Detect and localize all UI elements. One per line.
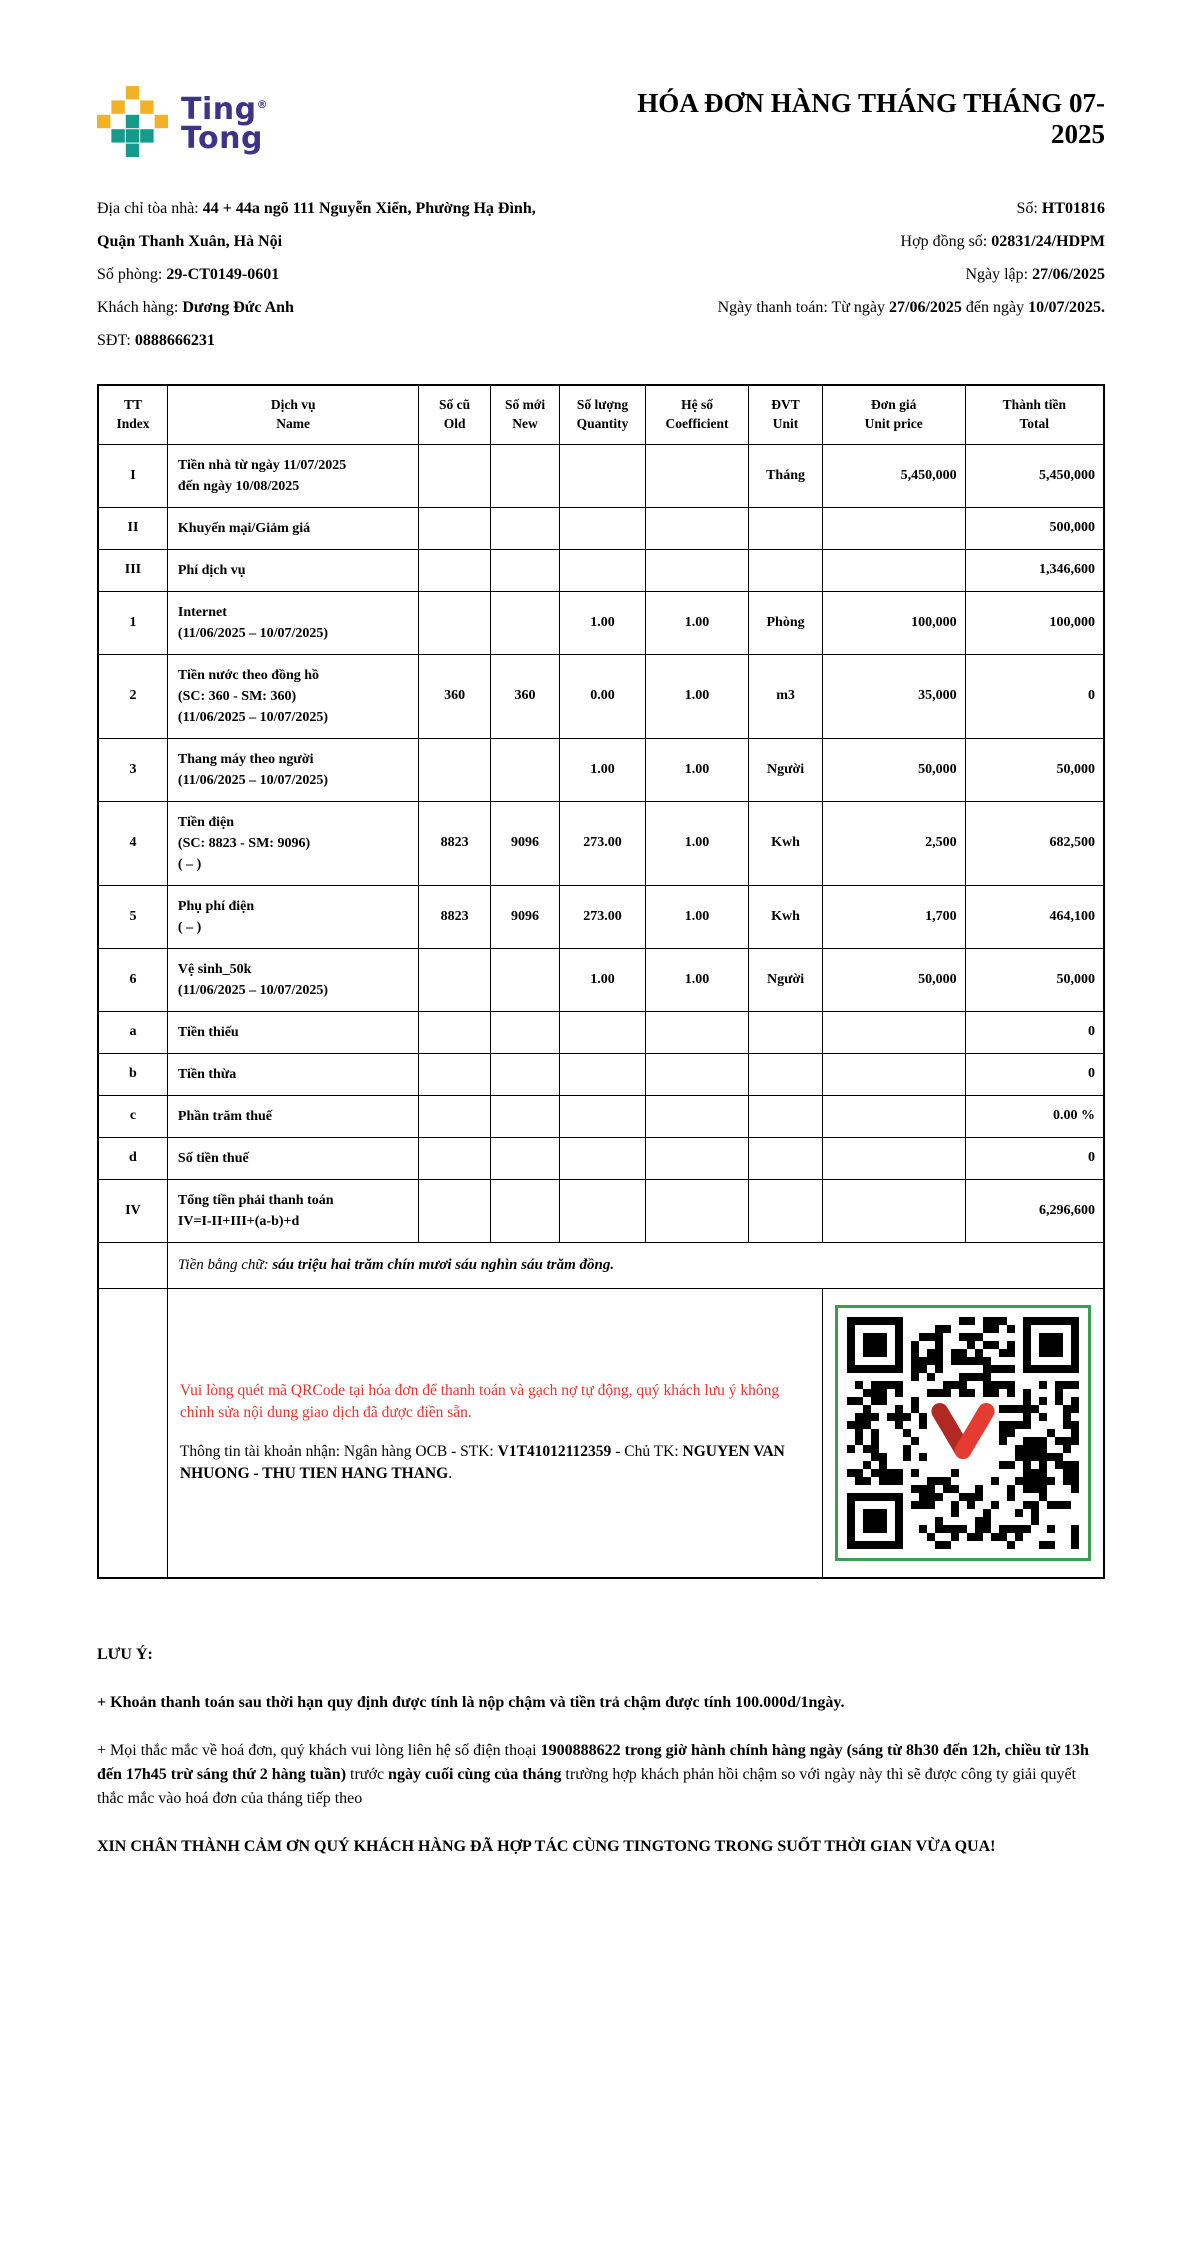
tingtong-logo (97, 86, 268, 163)
cell-old (419, 591, 490, 654)
column-header-unit-price: Đơn giá Unit price (822, 385, 965, 444)
table-row (98, 801, 1104, 885)
table-header-row (98, 385, 1104, 444)
footer-notes (97, 1643, 1105, 1859)
cell-old (419, 1179, 490, 1242)
cell-coef (645, 549, 749, 591)
cell-old (419, 1095, 490, 1137)
notes-heading: LƯU Ý: (97, 1645, 153, 1663)
cell-coef (645, 1011, 749, 1053)
empty-cell (98, 1288, 167, 1578)
cell-index: 2 (98, 654, 167, 738)
qr-warning-text: Vui lòng quét mã QRCode tại hóa đơn để thanh toán và gạch nợ tự động, quý khách lưu ý không chỉnh sửa nội dung giao dịch đã được điền sẵn. (179, 1381, 780, 1422)
table-row (98, 444, 1104, 507)
cell-name: Tiền thừa (167, 1053, 419, 1095)
cell-index: II (98, 507, 167, 549)
cell-index: a (98, 1011, 167, 1053)
cell-unit (749, 507, 822, 549)
cell-old (419, 1011, 490, 1053)
cell-qty (560, 1011, 646, 1053)
cell-name: Tiền nhà từ ngày 11/07/2025 đến ngày 10/08/2025 (167, 444, 419, 507)
cell-unit: Phòng (749, 591, 822, 654)
cell-index: 4 (98, 801, 167, 885)
cell-coef (645, 444, 749, 507)
cell-unit (749, 1011, 822, 1053)
cell-qty: 1.00 (560, 738, 646, 801)
cell-name: Phần trăm thuế (167, 1095, 419, 1137)
cell-unit (749, 1053, 822, 1095)
tingtong-logo-icon (97, 86, 169, 163)
cell-unit: Kwh (749, 801, 822, 885)
invoice-title: HÓA ĐƠN HÀNG THÁNG THÁNG 07- 2025 (637, 88, 1105, 150)
cell-total: 464,100 (965, 885, 1104, 948)
cell-total: 5,450,000 (965, 444, 1104, 507)
table-row (98, 507, 1104, 549)
cell-qty (560, 1095, 646, 1137)
cell-total: 50,000 (965, 738, 1104, 801)
cell-price: 1,700 (822, 885, 965, 948)
cell-total: 0 (965, 1011, 1104, 1053)
cell-unit: Người (749, 948, 822, 1011)
cell-new (490, 1011, 559, 1053)
issue-date: Ngày lập: 27/06/2025 (965, 266, 1105, 283)
cell-name: Phí dịch vụ (167, 549, 419, 591)
cell-index: b (98, 1053, 167, 1095)
cell-qty: 273.00 (560, 801, 646, 885)
cell-old (419, 549, 490, 591)
note-late-payment: + Khoản thanh toán sau thời hạn quy định được tính là nộp chậm và tiền trả chậm được tính 100.000d/1ngày. (97, 1693, 845, 1711)
cell-index: 6 (98, 948, 167, 1011)
cell-index: IV (98, 1179, 167, 1242)
table-row (98, 948, 1104, 1011)
cell-new (490, 507, 559, 549)
cell-new (490, 1095, 559, 1137)
cell-price: 100,000 (822, 591, 965, 654)
cell-new (490, 738, 559, 801)
cell-index: 5 (98, 885, 167, 948)
cell-old (419, 738, 490, 801)
cell-index: III (98, 549, 167, 591)
column-header-quantity: Số lượng Quantity (560, 385, 646, 444)
cell-total: 682,500 (965, 801, 1104, 885)
cell-total: 0 (965, 1137, 1104, 1179)
customer-name: Khách hàng: Dương Đức Anh (97, 299, 294, 316)
cell-total: 500,000 (965, 507, 1104, 549)
cell-coef: 1.00 (645, 738, 749, 801)
empty-cell (98, 1242, 167, 1288)
table-row (98, 1053, 1104, 1095)
cell-coef: 1.00 (645, 654, 749, 738)
cell-total: 0.00 % (965, 1095, 1104, 1137)
cell-old (419, 1137, 490, 1179)
cell-new (490, 1053, 559, 1095)
cell-new (490, 549, 559, 591)
building-address-line2: Quận Thanh Xuân, Hà Nội (97, 233, 283, 250)
cell-index: I (98, 444, 167, 507)
cell-unit (749, 1137, 822, 1179)
cell-qty (560, 507, 646, 549)
cell-unit: m3 (749, 654, 822, 738)
table-row (98, 549, 1104, 591)
cell-qty (560, 549, 646, 591)
cell-qty: 1.00 (560, 591, 646, 654)
cell-name: Phụ phí điện ( – ) (167, 885, 419, 948)
cell-name: Tiền nước theo đồng hồ (SC: 360 - SM: 360) (11/06/2025 – 10/07/2025) (167, 654, 419, 738)
cell-coef (645, 1053, 749, 1095)
cell-new: 360 (490, 654, 559, 738)
table-row (98, 1011, 1104, 1053)
cell-price (822, 1011, 965, 1053)
amount-in-words: Tiền bằng chữ: sáu triệu hai trăm chín mươi sáu nghìn sáu trăm đồng. (167, 1242, 1104, 1288)
table-row (98, 654, 1104, 738)
cell-new (490, 948, 559, 1011)
payment-qr-code (835, 1305, 1091, 1561)
cell-new (490, 1137, 559, 1179)
cell-new (490, 444, 559, 507)
cell-total: 1,346,600 (965, 549, 1104, 591)
cell-coef: 1.00 (645, 801, 749, 885)
table-row (98, 1137, 1104, 1179)
column-header-coefficient: Hệ số Coefficient (645, 385, 749, 444)
table-row (98, 738, 1104, 801)
cell-qty: 273.00 (560, 885, 646, 948)
cell-price: 50,000 (822, 948, 965, 1011)
cell-coef (645, 507, 749, 549)
cell-coef: 1.00 (645, 591, 749, 654)
column-header-index: TT Index (98, 385, 167, 444)
cell-total: 6,296,600 (965, 1179, 1104, 1242)
cell-total: 100,000 (965, 591, 1104, 654)
header (97, 86, 1105, 163)
cell-qty (560, 1179, 646, 1242)
cell-index: d (98, 1137, 167, 1179)
contract-number: Hợp đồng số: 02831/24/HDPM (900, 233, 1105, 250)
table-row (98, 1179, 1104, 1242)
cell-unit (749, 1095, 822, 1137)
cell-old (419, 507, 490, 549)
cell-price: 5,450,000 (822, 444, 965, 507)
cell-coef (645, 1179, 749, 1242)
cell-old (419, 444, 490, 507)
cell-name: Khuyến mại/Giảm giá (167, 507, 419, 549)
cell-index: 1 (98, 591, 167, 654)
cell-qty (560, 1137, 646, 1179)
cell-price (822, 1137, 965, 1179)
cell-old: 8823 (419, 885, 490, 948)
invoice-meta (97, 199, 1105, 364)
cell-unit: Người (749, 738, 822, 801)
cell-price: 35,000 (822, 654, 965, 738)
cell-name: Tổng tiền phải thanh toán IV=I-II+III+(a-b)+d (167, 1179, 419, 1242)
qr-row (98, 1288, 1104, 1578)
qr-pattern (847, 1317, 1079, 1549)
cell-price (822, 507, 965, 549)
cell-price (822, 1053, 965, 1095)
cell-coef: 1.00 (645, 885, 749, 948)
payment-instructions (167, 1288, 822, 1578)
amount-in-words-row (98, 1242, 1104, 1288)
cell-qty: 1.00 (560, 948, 646, 1011)
qr-cell (822, 1288, 1104, 1578)
cell-unit: Tháng (749, 444, 822, 507)
cell-total: 50,000 (965, 948, 1104, 1011)
cell-price (822, 1179, 965, 1242)
building-address-line1: Địa chỉ tòa nhà: 44 + 44a ngõ 111 Nguyễn Xiển, Phường Hạ Đình, (97, 200, 536, 217)
cell-name: Tiền điện (SC: 8823 - SM: 9096) ( – ) (167, 801, 419, 885)
table-row (98, 1095, 1104, 1137)
note-hotline: + Mọi thắc mắc về hoá đơn, quý khách vui lòng liên hệ số điện thoại 1900888622 trong giờ hành chính hàng ngày (sáng từ 8h30 đến 12h, chiều từ 13h đến 17h45 trừ sáng thứ 2 hàng tuần) trước ngày cuối cùng của tháng trường hợp khách phản hồi chậm so với ngày này thì sẽ được công ty giải quyết thắc mắc vào hoá đơn của tháng tiếp theo (97, 1741, 1089, 1807)
cell-unit: Kwh (749, 885, 822, 948)
cell-name: Internet (11/06/2025 – 10/07/2025) (167, 591, 419, 654)
cell-unit (749, 549, 822, 591)
cell-old: 360 (419, 654, 490, 738)
column-header-name: Dịch vụ Name (167, 385, 419, 444)
cell-new: 9096 (490, 801, 559, 885)
cell-price: 2,500 (822, 801, 965, 885)
cell-name: Số tiền thuế (167, 1137, 419, 1179)
cell-qty (560, 444, 646, 507)
column-header-new: Số mới New (490, 385, 559, 444)
cell-price (822, 549, 965, 591)
invoice-meta-right (641, 199, 1105, 364)
invoice-number: Số: HT01816 (1016, 200, 1105, 217)
cell-coef (645, 1137, 749, 1179)
cell-old (419, 1053, 490, 1095)
cell-index: c (98, 1095, 167, 1137)
cell-new (490, 591, 559, 654)
cell-price: 50,000 (822, 738, 965, 801)
customer-phone: SĐT: 0888666231 (97, 332, 215, 349)
cell-name: Thang máy theo người (11/06/2025 – 10/07/2025) (167, 738, 419, 801)
cell-index: 3 (98, 738, 167, 801)
cell-new (490, 1179, 559, 1242)
column-header-total: Thành tiền Total (965, 385, 1104, 444)
cell-old: 8823 (419, 801, 490, 885)
cell-name: Tiền thiếu (167, 1011, 419, 1053)
payment-period: Ngày thanh toán: Từ ngày 27/06/2025 đến ngày 10/07/2025. (717, 299, 1105, 316)
column-header-old: Số cũ Old (419, 385, 490, 444)
cell-coef (645, 1095, 749, 1137)
cell-qty: 0.00 (560, 654, 646, 738)
cell-total: 0 (965, 1053, 1104, 1095)
table-row (98, 885, 1104, 948)
cell-new: 9096 (490, 885, 559, 948)
table-row (98, 591, 1104, 654)
invoice-meta-left (97, 199, 621, 364)
cell-coef: 1.00 (645, 948, 749, 1011)
room-number: Số phòng: 29-CT0149-0601 (97, 266, 280, 283)
note-thanks: XIN CHÂN THÀNH CẢM ƠN QUÝ KHÁCH HÀNG ĐÃ HỢP TÁC CÙNG TINGTONG TRONG SUỐT THỜI GIAN VỪA QUA! (97, 1837, 996, 1855)
cell-qty (560, 1053, 646, 1095)
column-header-unit: ĐVT Unit (749, 385, 822, 444)
cell-price (822, 1095, 965, 1137)
tingtong-logo-wordmark: Ting® Tong (181, 92, 269, 156)
cell-total: 0 (965, 654, 1104, 738)
billing-table (97, 384, 1105, 1579)
account-info: Thông tin tài khoản nhận: Ngân hàng OCB - STK: V1T41012112359 - Chủ TK: NGUYEN VAN NHUONG - THU TIEN HANG THANG. (179, 1442, 785, 1483)
cell-old (419, 948, 490, 1011)
cell-name: Vệ sinh_50k (11/06/2025 – 10/07/2025) (167, 948, 419, 1011)
cell-unit (749, 1179, 822, 1242)
